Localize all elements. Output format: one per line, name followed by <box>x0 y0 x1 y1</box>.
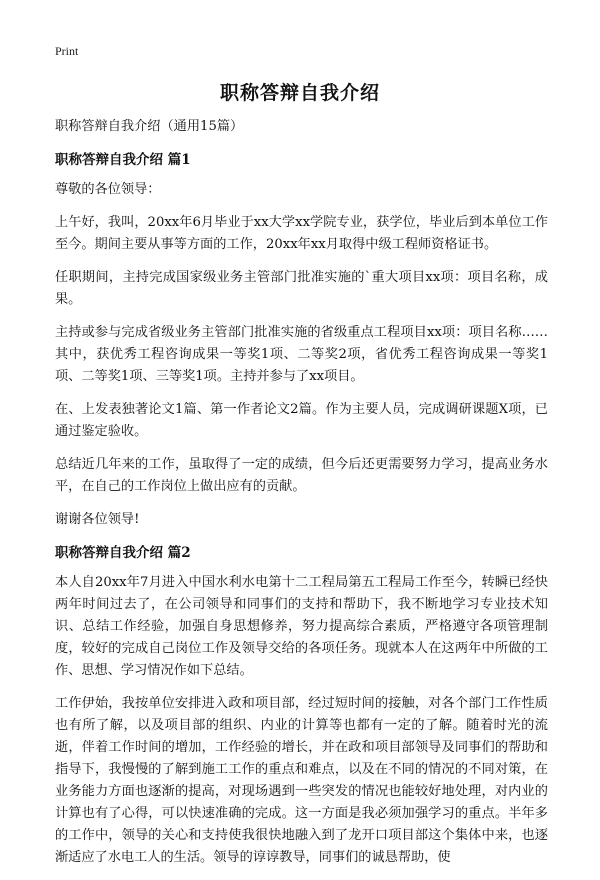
section1-paragraph: 任职期间，主持完成国家级业务主管部门批准实施的`重大项目xx项：项目名称，成果。 <box>55 270 548 307</box>
document-subtitle: 职称答辩自我介绍（通用15篇） <box>55 119 244 134</box>
section1-paragraph: 主持或参与完成省级业务主管部门批准实施的省级重点工程项目xx项：项目名称……其中，获优秀工程咨询成果一等奖1项、二等奖2项，省优秀工程咨询成果一等奖1项、二等奖1项、三等奖1项。主持并参与了xx项目。 <box>55 325 548 384</box>
section1-paragraph: 在、上发表独著论文1篇、第一作者论文2篇。作为主要人员，完成调研课题X项，已通过鉴定验收。 <box>55 402 548 439</box>
print-label[interactable]: Print <box>55 44 79 58</box>
document-body <box>55 116 548 880</box>
section-heading-1: 职称答辩自我介绍 篇1 <box>55 152 191 168</box>
section-heading-2: 职称答辩自我介绍 篇2 <box>55 545 191 561</box>
section1-paragraph: 尊敬的各位领导： <box>55 182 161 197</box>
section2-paragraph: 工作伊始，我按单位安排进入政和项目部，经过短时间的接触，对各个部门工作性质也有所了解，以及项目部的组织、内业的计算等也都有一定的了解。随着时光的流逝，伴着工作时间的增加，工作经验的增长，并在政和项目部领导及同事们的帮助和指导下，我慢慢的了解到施工工作的重点和难点，以及在不同的情况的不同对策，在业务能力方面也逐渐的提高，对现场遇到一些突发的情况也能较好地处理，对内业的计算也有了心得，可以快速准确的完成。这一方面是我必须加强学习的重点。半年多的工作中，领导的关心和支持使我很快地融入到了龙开口项目部这个集体中来，也逐渐适应了水电工人的生活。领导的谆谆教导，同事们的诚恳帮助，使 <box>55 696 548 865</box>
page-title: 职称答辩自我介绍 <box>219 82 380 104</box>
section1-paragraph: 总结近几年来的工作，虽取得了一定的成绩，但今后还更需要努力学习，提高业务水平，在自己的工作岗位上做出应有的贡献。 <box>55 457 548 494</box>
section1-paragraph: 谢谢各位领导! <box>55 512 140 527</box>
section2-paragraph: 本人自20xx年7月进入中国水利水电第十二工程局第五工程局工作至今，转瞬已经快两年时间过去了，在公司领导和同事们的支持和帮助下，我不断地学习专业技术知识、总结工作经验，加强自身思想修养，努力提高综合素质，严格遵守各项管理制度，较好的完成自己岗位工作及领导交给的各项任务。现就本人在这两年中所做的工作、思想、学习情况作如下总结。 <box>55 575 548 678</box>
section1-paragraph: 上午好，我叫，20xx年6月毕业于xx大学xx学院专业，获学位，毕业后到本单位工作至今。期间主要从事等方面的工作，20xx年xx月取得中级工程师资格证书。 <box>55 215 548 252</box>
